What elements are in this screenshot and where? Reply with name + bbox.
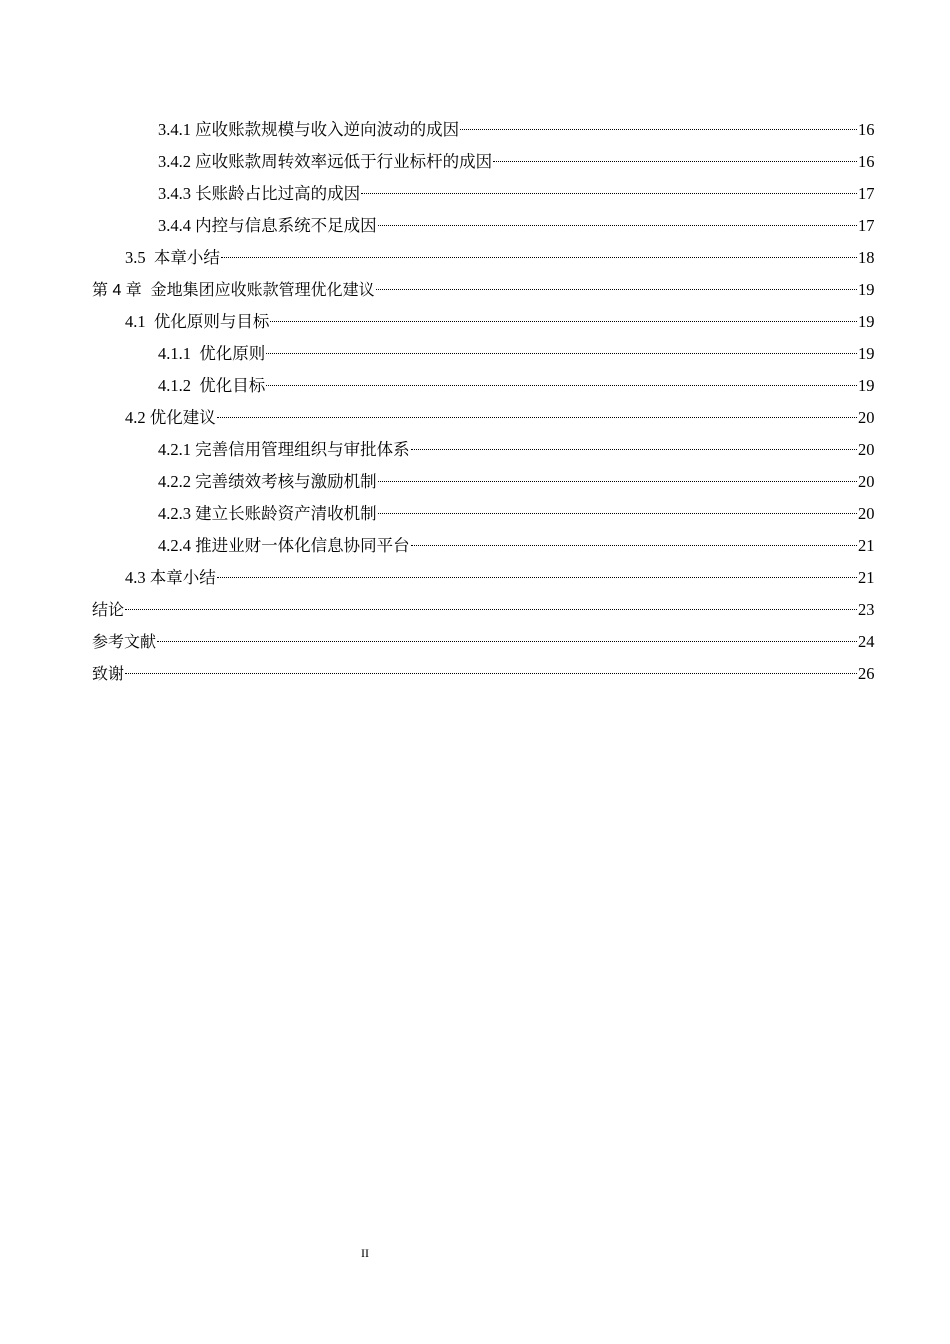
toc-entry-title: 4.1 优化原则与目标 — [125, 312, 270, 331]
toc-entry-title: 3.4.2 应收账款周转效率远低于行业标杆的成因 — [158, 152, 493, 171]
toc-entry-title: 4.2 优化建议 — [125, 408, 216, 427]
toc-leader-dots — [157, 641, 857, 642]
toc-entry-acknowledgements — [0, 658, 950, 690]
toc-leader-dots — [270, 321, 857, 322]
toc-entry-page: 20 — [858, 472, 875, 491]
toc-entry-page: 26 — [858, 664, 875, 683]
toc-entry-title: 4.2.4 推进业财一体化信息协同平台 — [158, 536, 410, 555]
toc-entry — [0, 242, 950, 274]
toc-entry — [0, 210, 950, 242]
toc-entry-title: 3.4.3 长账龄占比过高的成因 — [158, 184, 361, 203]
toc-entry-page: 23 — [858, 600, 875, 619]
toc-leader-dots — [411, 449, 857, 450]
toc-entry — [0, 370, 950, 402]
toc-leader-dots — [361, 193, 857, 194]
toc-entry — [0, 434, 950, 466]
toc-entry-title: 4.2.1 完善信用管理组织与审批体系 — [158, 440, 410, 459]
table-of-contents — [0, 114, 950, 690]
toc-entry-page: 17 — [858, 184, 875, 203]
toc-entry-references — [0, 626, 950, 658]
toc-entry-title: 致谢 — [92, 666, 125, 683]
toc-entry-page: 24 — [858, 632, 875, 651]
toc-entry — [0, 114, 950, 146]
toc-leader-dots — [221, 257, 857, 258]
toc-leader-dots — [376, 289, 857, 290]
toc-entry-page: 20 — [858, 504, 875, 523]
toc-entry-title: 3.4.1 应收账款规模与收入逆向波动的成因 — [158, 120, 460, 139]
toc-entry-conclusion — [0, 594, 950, 626]
toc-leader-dots — [493, 161, 857, 162]
toc-leader-dots — [266, 385, 857, 386]
toc-leader-dots — [378, 481, 857, 482]
toc-entry-page: 19 — [858, 376, 875, 395]
toc-leader-dots — [378, 513, 857, 514]
toc-entry-page: 18 — [858, 248, 875, 267]
toc-entry-title: 4.1.2 优化目标 — [158, 376, 266, 395]
toc-leader-dots — [217, 577, 857, 578]
toc-entry-page: 21 — [858, 536, 875, 555]
toc-entry-page: 19 — [858, 312, 875, 331]
toc-entry-page: 19 — [858, 280, 875, 299]
toc-leader-dots — [266, 353, 857, 354]
toc-entry-title: 4.2.2 完善绩效考核与激励机制 — [158, 472, 377, 491]
toc-leader-dots — [460, 129, 857, 130]
page-number-footer: II — [361, 1246, 369, 1260]
toc-leader-dots — [125, 673, 857, 674]
toc-entry — [0, 562, 950, 594]
toc-entry-title: 结论 — [92, 602, 125, 619]
toc-entry-title: 4.3 本章小结 — [125, 568, 216, 587]
toc-entry-chapter — [0, 274, 950, 306]
toc-entry — [0, 306, 950, 338]
toc-leader-dots — [125, 609, 857, 610]
toc-leader-dots — [411, 545, 857, 546]
toc-entry-page: 19 — [858, 344, 875, 363]
toc-entry — [0, 338, 950, 370]
toc-entry-title: 4.2.3 建立长账龄资产清收机制 — [158, 504, 377, 523]
toc-leader-dots — [217, 417, 857, 418]
toc-entry-page: 17 — [858, 216, 875, 235]
toc-entry-page: 16 — [858, 152, 875, 171]
toc-entry — [0, 146, 950, 178]
toc-entry-page: 20 — [858, 408, 875, 427]
toc-leader-dots — [378, 225, 857, 226]
toc-entry — [0, 178, 950, 210]
toc-entry-title: 3.5 本章小结 — [125, 248, 220, 267]
toc-entry-page: 20 — [858, 440, 875, 459]
toc-entry-title: 3.4.4 内控与信息系统不足成因 — [158, 216, 377, 235]
toc-entry — [0, 530, 950, 562]
toc-entry-page: 21 — [858, 568, 875, 587]
toc-entry-title: 第 4 章 金地集团应收账款管理优化建议 — [92, 282, 375, 299]
toc-entry — [0, 498, 950, 530]
toc-entry — [0, 466, 950, 498]
toc-entry-title: 参考文献 — [92, 634, 157, 651]
toc-entry-page: 16 — [858, 120, 875, 139]
toc-entry-title: 4.1.1 优化原则 — [158, 344, 266, 363]
toc-entry — [0, 402, 950, 434]
